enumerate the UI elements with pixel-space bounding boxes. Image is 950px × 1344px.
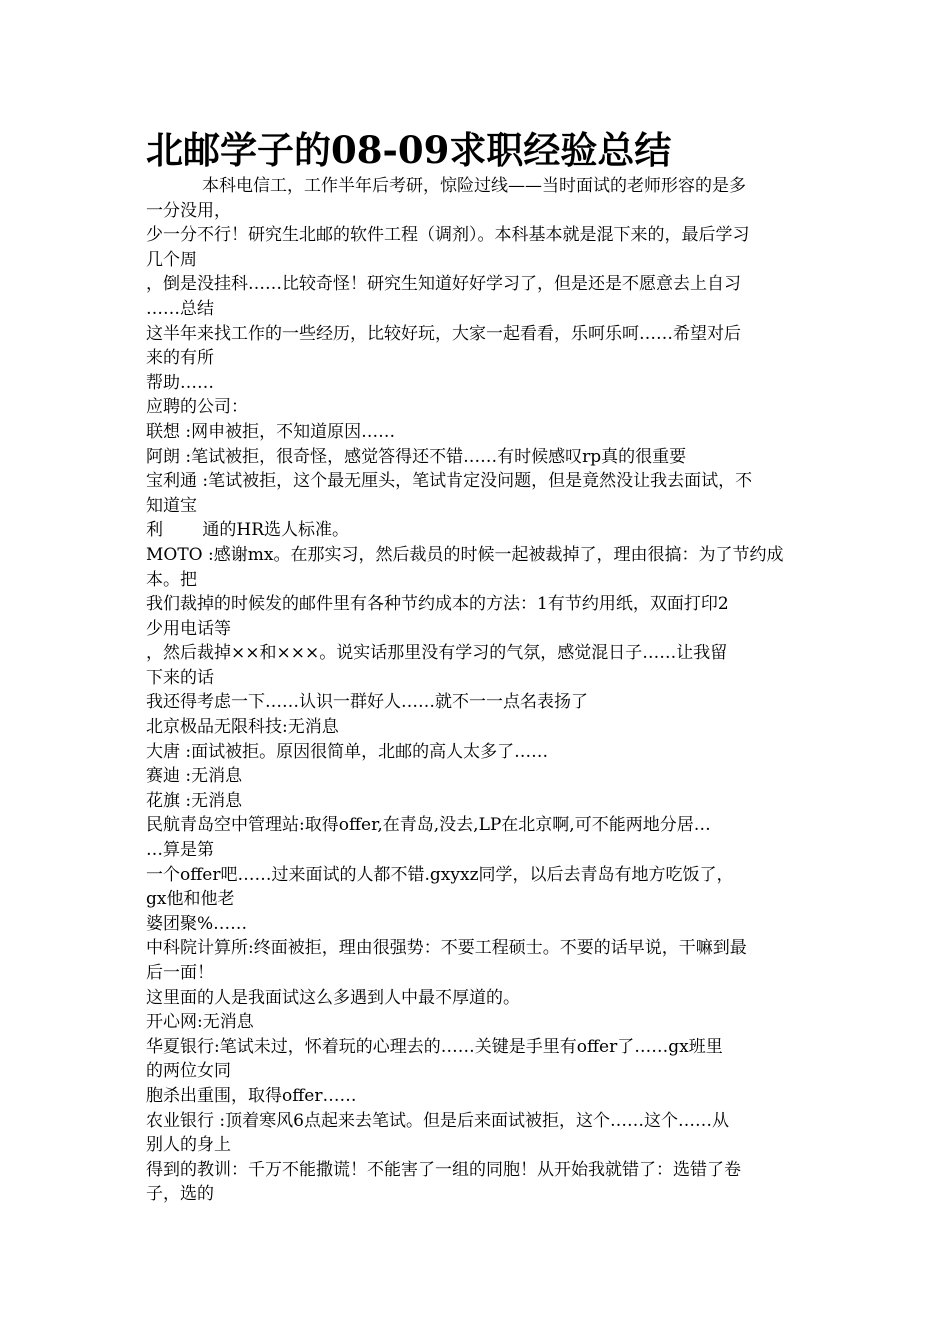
- body-text-line: 利 通的HR选人标准。: [146, 520, 350, 541]
- body-text-line: 知道宝: [146, 495, 197, 516]
- body-text-line: 少用电话等: [146, 618, 231, 639]
- body-text-line: 后一面！: [146, 963, 214, 983]
- body-text-line: 大唐 :面试被拒。原因很简单，北邮的高人太多了……: [146, 741, 549, 762]
- body-text-line: 应聘的公司：: [146, 397, 248, 418]
- body-text-line: 民航青岛空中管理站:取得offer,在青岛,没去,LP在北京啊,可不能两地分居…: [146, 815, 711, 836]
- body-text-line: …算是第: [146, 840, 214, 861]
- body-text-line: 农业银行 :顶着寒风6点起来去笔试。但是后来面试被拒，这个……这个……从: [146, 1110, 729, 1131]
- body-text-line: 开心网:无消息: [146, 1012, 254, 1033]
- body-text-line: 我还得考虑一下……认识一群好人……就不一一点名表扬了: [146, 692, 588, 713]
- body-text-line: 来的有所: [146, 348, 214, 369]
- body-text-line: 子，选的: [146, 1184, 214, 1205]
- body-text-line: 花旗 :无消息: [146, 790, 243, 811]
- body-text-line: ，然后裁掉××和×××。说实话那里没有学习的气氛，感觉混日子……让我留: [146, 643, 728, 664]
- document-title: 北邮学子的08-09求职经验总结: [146, 128, 672, 172]
- body-text-line: ，倒是没挂科……比较奇怪！研究生知道好好学习了，但是还是不愿意去上自习: [146, 274, 741, 295]
- body-text-line: 赛迪 :无消息: [146, 766, 243, 787]
- body-text-line: 一个offer吧……过来面试的人都不错.gxyxz同学，以后去青岛有地方吃饭了，: [146, 864, 734, 885]
- body-text-line: 联想 :网申被拒，不知道原因……: [146, 421, 396, 442]
- body-text-line: 华夏银行:笔试未过，怀着玩的心理去的……关键是手里有offer了……gx班里: [146, 1036, 723, 1057]
- body-text-line: 北京极品无限科技:无消息: [146, 717, 339, 738]
- body-text-line: 这半年来找工作的一些经历，比较好玩，大家一起看看，乐呵乐呵……希望对后: [146, 323, 741, 344]
- body-text-line: 本科电信工，工作半年后考研，惊险过线——当时面试的老师形容的是多: [202, 176, 746, 196]
- body-text-line: MOTO :感谢mx。在那实习，然后裁员的时候一起被裁掉了，理由很搞：为了节约成: [146, 544, 784, 565]
- body-text-line: ……总结: [146, 298, 214, 319]
- body-text-line: 这里面的人是我面试这么多遇到人中最不厚道的。: [146, 987, 520, 1008]
- body-text-line: 宝利通 :笔试被拒，这个最无厘头，笔试肯定没问题，但是竟然没让我去面试，不: [146, 471, 753, 492]
- body-text-line: 一分没用，: [146, 200, 231, 221]
- body-text-line: 我们裁掉的时候发的邮件里有各种节约成本的方法：1有节约用纸，双面打印2: [146, 594, 729, 615]
- body-text-line: 婆团聚%……: [146, 913, 248, 934]
- body-text-line: 本。把: [146, 569, 197, 590]
- body-text-line: 少一分不行！研究生北邮的软件工程（调剂）。本科基本就是混下来的，最后学习: [146, 225, 750, 246]
- body-text-line: 阿朗 :笔试被拒，很奇怪，感觉答得还不错……有时候感叹rp真的很重要: [146, 446, 687, 467]
- body-text-line: 胞杀出重围，取得offer……: [146, 1085, 357, 1106]
- body-text-line: 下来的话: [146, 667, 214, 688]
- body-text-line: 别人的身上: [146, 1135, 231, 1156]
- body-text-line: 得到的教训：千万不能撒谎！不能害了一组的同胞！从开始我就错了：选错了卷: [146, 1159, 741, 1180]
- body-text-line: 的两位女同: [146, 1061, 231, 1082]
- body-text-line: gx他和他老: [146, 889, 235, 910]
- body-text-line: 几个周: [146, 249, 197, 270]
- document-body: [146, 174, 814, 1207]
- body-text-line: 帮助……: [146, 372, 214, 393]
- body-text-line: 中科院计算所:终面被拒，理由很强势：不要工程硕士。不要的话早说，干嘛到最: [146, 938, 747, 959]
